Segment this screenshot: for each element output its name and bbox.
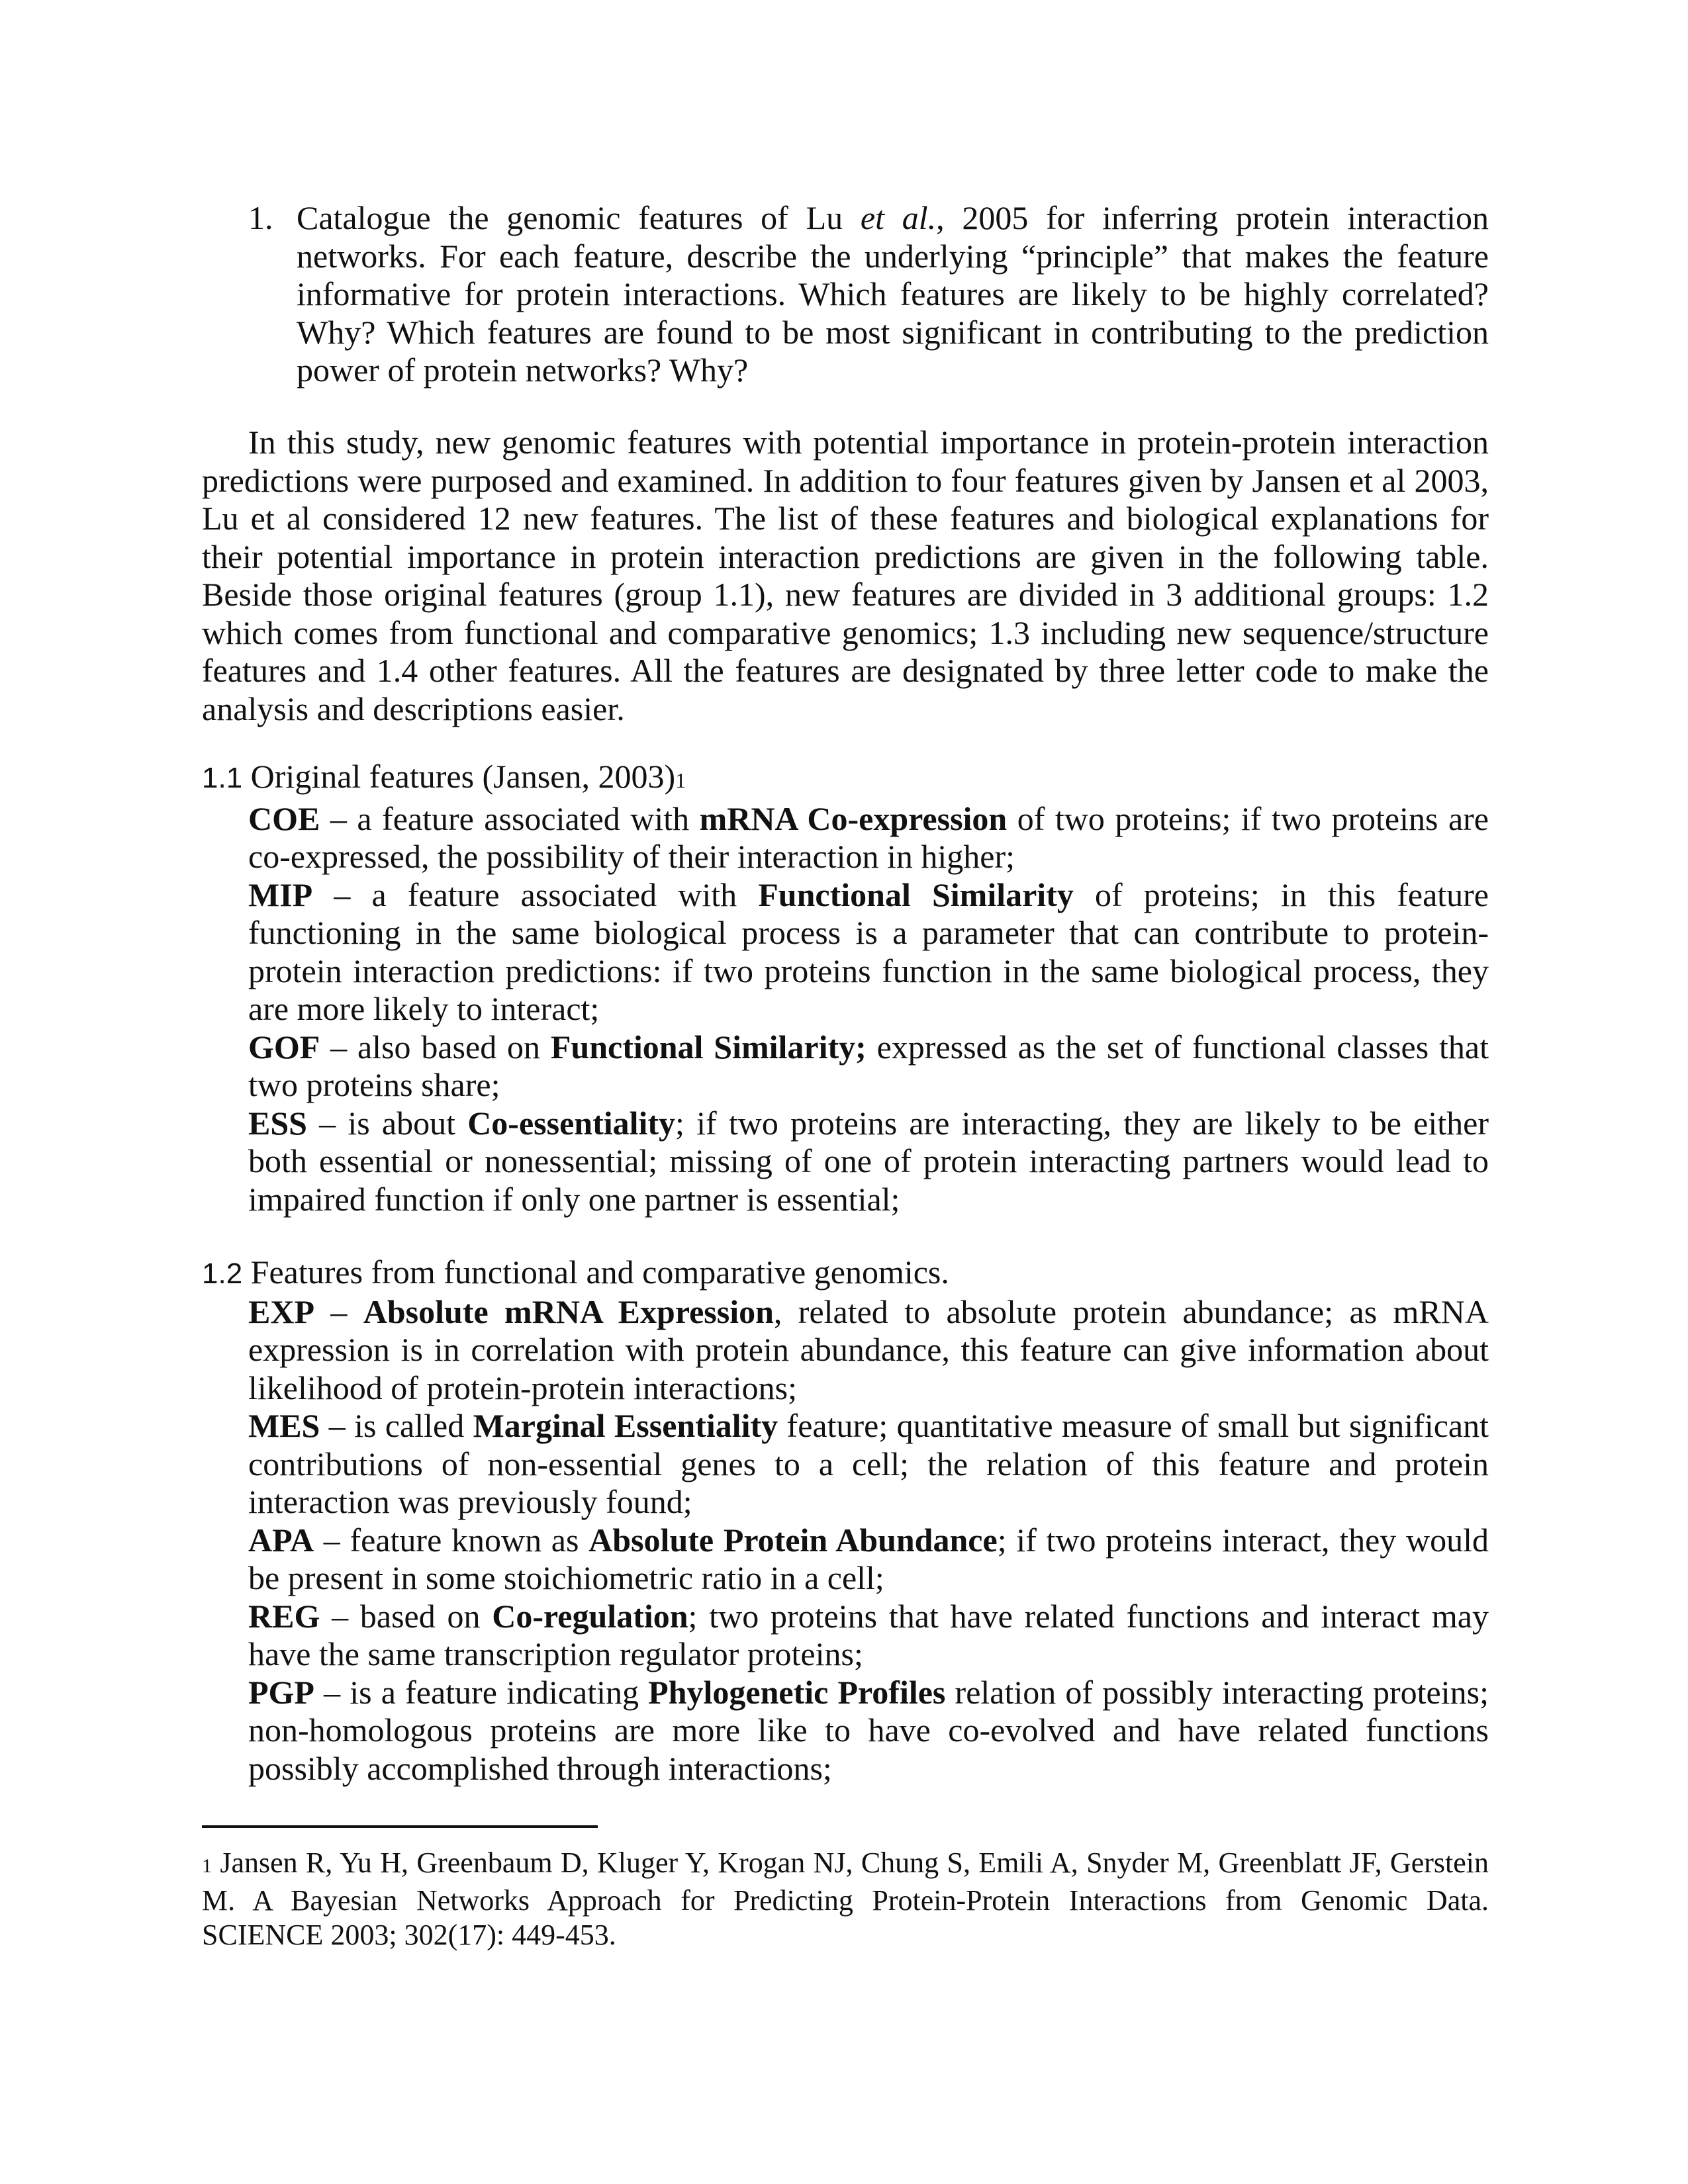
section-1-2 xyxy=(202,1253,1489,1788)
feature-term: Functional Similarity; xyxy=(550,1028,867,1066)
feature-exp xyxy=(248,1293,1489,1408)
footnote-text: Jansen R, Yu H, Greenbaum D, Kluger Y, Krogan NJ, Chung S, Emili A, Snyder M, Greenblatt JF, Gerstein M. A Bayesian Networks Approach for Predicting Protein-Protein Interactions from Genomic Data. SCIENCE 2003; 302(17): 449-453. xyxy=(202,1846,1489,1951)
feature-code: COE xyxy=(248,799,320,837)
feature-text: – is called xyxy=(320,1407,473,1444)
section-heading xyxy=(202,1253,1489,1293)
question-text xyxy=(297,199,1489,390)
feature-code: REG xyxy=(248,1597,320,1635)
feature-term: Functional Similarity xyxy=(758,876,1074,913)
feature-term: Absolute Protein Abundance xyxy=(588,1521,998,1559)
feature-code: GOF xyxy=(248,1028,320,1066)
question-number: 1. xyxy=(248,199,273,236)
footnote-reference[interactable]: 1 xyxy=(675,768,686,792)
feature-pgp xyxy=(248,1674,1489,1788)
feature-text: ; if two proteins are interacting, they are likely to be either both essential or nonessential; missing of one of protein interacting partners would lead to impaired function if only one partner is essential; xyxy=(248,1104,1489,1218)
section-number: 1.1 xyxy=(202,762,243,794)
intro-paragraph: In this study, new genomic features with potential importance in protein-protein interaction predictions were purposed and examined. In addition to four features given by Jansen et al 2003, Lu et al considered 12 new features. The list of these features and biological explanations for their potential importance in protein interaction predictions are given in the following table. Beside those original features (group 1.1), new features are divided in 3 additional groups: 1.2 which comes from functional and comparative genomics; 1.3 including new sequence/structure features and 1.4 other features. All the features are designated by three letter code to make the analysis and descriptions easier. xyxy=(202,424,1489,727)
feature-text: feature; quantitative measure of small but significant contributions of non-essential genes to a cell; the relation of this feature and protein interaction was previously found; xyxy=(248,1407,1489,1520)
question-1 xyxy=(248,199,1489,390)
feature-text: ; if two proteins interact, they would be present in some stoichiometric ratio in a cell; xyxy=(248,1521,1489,1596)
feature-text: of two proteins; if two proteins are co-expressed, the possibility of their interaction in higher; xyxy=(248,799,1489,875)
section-1-1 xyxy=(202,758,1489,1218)
feature-apa xyxy=(248,1522,1489,1598)
feature-code: MES xyxy=(248,1407,320,1444)
feature-mes xyxy=(248,1407,1489,1522)
feature-text: – a feature associated with xyxy=(312,876,759,913)
feature-code: APA xyxy=(248,1521,314,1559)
question-text-end: , 2005 for inferring protein interaction networks. For each feature, describe the underlying “principle” that makes the feature informative for protein interactions. Which features are likely to be highly correlated? Why? Which features are found to be most significant in contributing to the prediction power of protein networks? Why? xyxy=(297,199,1489,388)
question-text-start: Catalogue the genomic features of Lu xyxy=(297,199,861,236)
feature-term: mRNA Co-expression xyxy=(699,799,1008,837)
footnote xyxy=(202,1846,1489,1952)
feature-text: – is about xyxy=(306,1104,468,1142)
feature-reg xyxy=(248,1598,1489,1674)
section-title: Original features (Jansen, 2003) xyxy=(250,758,676,795)
feature-term: Phylogenetic Profiles xyxy=(648,1673,946,1711)
feature-term: Co-essentiality xyxy=(467,1104,676,1142)
feature-code: ESS xyxy=(248,1104,307,1142)
feature-code: PGP xyxy=(248,1673,314,1711)
feature-text: of proteins; in this feature functioning in the same biological process is a parameter that can contribute to protein-protein interaction predictions: if two proteins function in the same biological process, they are more likely to interact; xyxy=(248,876,1489,1027)
feature-text: , related to absolute protein abundance; as mRNA expression is in correlation with protein abundance, this feature can give information about likelihood of protein-protein interactions; xyxy=(248,1293,1489,1406)
section-title: Features from functional and comparative genomics. xyxy=(250,1253,949,1291)
et-al: et al. xyxy=(860,199,937,236)
feature-term: Marginal Essentiality xyxy=(473,1407,778,1444)
feature-code: MIP xyxy=(248,876,313,913)
feature-text: ; two proteins that have related functions and interact may have the same transcription regulator proteins; xyxy=(248,1597,1489,1672)
feature-coe xyxy=(248,800,1489,876)
feature-gof xyxy=(248,1028,1489,1105)
section-heading xyxy=(202,758,1489,800)
feature-ess xyxy=(248,1105,1489,1219)
section-number: 1.2 xyxy=(202,1257,243,1290)
feature-code: EXP xyxy=(248,1293,314,1330)
feature-mip xyxy=(248,876,1489,1028)
footnote-separator xyxy=(202,1825,598,1828)
feature-text: – xyxy=(314,1293,363,1330)
feature-text: expressed as the set of functional classes that two proteins share; xyxy=(248,1028,1489,1103)
feature-text: relation of possibly interacting proteins; non-homologous proteins are more like to have co-evolved and have related functions possibly accomplished through interactions; xyxy=(248,1673,1489,1787)
footnote-mark: 1 xyxy=(202,1855,212,1877)
feature-text: – is a feature indicating xyxy=(314,1673,649,1711)
feature-text: – based on xyxy=(320,1597,492,1635)
feature-text: – a feature associated with xyxy=(320,799,700,837)
feature-term: Co-regulation xyxy=(492,1597,688,1635)
feature-text: – feature known as xyxy=(314,1521,589,1559)
feature-text: – also based on xyxy=(320,1028,551,1066)
feature-term: Absolute mRNA Expression xyxy=(363,1293,774,1330)
